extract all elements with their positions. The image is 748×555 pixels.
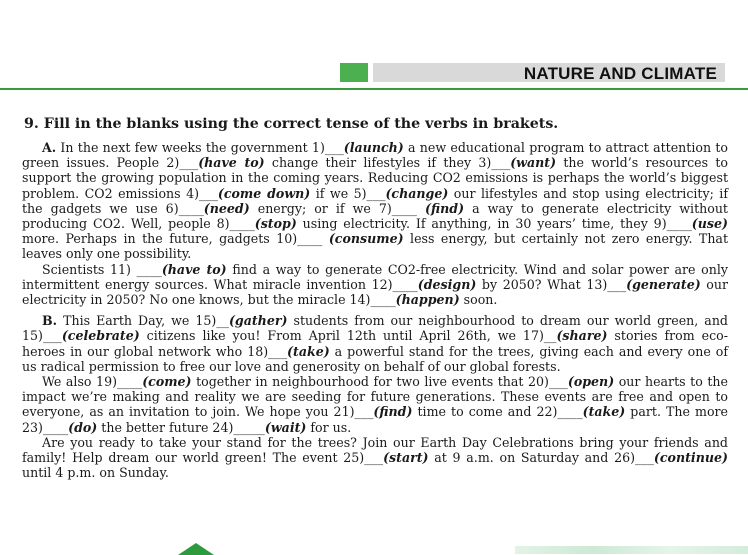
- paragraph-a: [22, 140, 728, 262]
- text: students from our neighbourhood to dream our world green, and 15)___: [22, 313, 728, 344]
- verb-prompt: (start): [383, 450, 429, 466]
- verb-prompt: (celebrate): [61, 328, 140, 344]
- text: for us.: [306, 419, 352, 435]
- text: if we 5)___: [310, 185, 386, 201]
- verb-prompt: (open): [567, 374, 615, 390]
- text: change their lifestyles if they 3)___: [264, 155, 511, 171]
- paragraph-a2: [22, 262, 728, 308]
- text: our lifestyles and stop using electricity; if the gadgets we use 6)____: [22, 185, 728, 216]
- verb-prompt: (design): [417, 276, 477, 292]
- text: soon.: [459, 292, 498, 308]
- paragraph-b3: [22, 435, 728, 481]
- text: time to come and 22)____: [412, 404, 583, 420]
- decorative-strip: [515, 546, 748, 554]
- verb-prompt: (have to): [161, 261, 227, 277]
- text: find a way to generate CO2-free electricity. Wind and solar power are only intermittent energy sources. What miracle invention 12)____: [22, 261, 728, 292]
- verb-prompt: (consume): [328, 231, 404, 247]
- verb-prompt: (use): [691, 216, 728, 232]
- text: part. The more 23)____: [22, 404, 729, 435]
- verb-prompt: (have to): [198, 155, 265, 171]
- verb-prompt: (happen): [395, 292, 460, 308]
- text: a new educational program to attract attention to green issues. People 2)___: [22, 140, 728, 171]
- text: less energy, but certainly not zero energy. That leaves only one possibility.: [22, 231, 729, 262]
- header-accent-block: [340, 63, 368, 82]
- text: This Earth Day, we 15)__: [57, 313, 229, 329]
- paragraph-b2: [22, 374, 728, 435]
- text: energy; or if we 7)____: [249, 200, 425, 216]
- verb-prompt: (wait): [264, 419, 307, 435]
- exercise-title: 9. Fill in the blanks using the correct tense of the verbs in brakets.: [24, 116, 559, 132]
- verb-prompt: (do): [68, 419, 98, 435]
- verb-prompt: (share): [556, 328, 608, 344]
- text: until 4 p.m. on Sunday.: [22, 465, 169, 481]
- paragraph-b: [22, 313, 728, 374]
- verb-prompt: (find): [373, 404, 413, 420]
- text: by 2050? What 13)___: [476, 276, 627, 292]
- verb-prompt: (launch): [343, 140, 404, 155]
- text: In the next few weeks the government 1)___: [56, 140, 344, 155]
- text: citizens like you! From April 12th until April 26th, we 17)__: [139, 328, 557, 344]
- text: at 9 a.m. on Saturday and 26)___: [428, 450, 654, 466]
- verb-prompt: (come): [142, 374, 192, 390]
- decorative-triangle: [178, 543, 214, 555]
- verb-prompt: (come down): [217, 185, 311, 201]
- text: using electricity. If anything, in 30 years’ time, they 9)____: [296, 216, 692, 232]
- verb-prompt: (stop): [254, 216, 297, 232]
- verb-prompt: (want): [510, 155, 557, 171]
- text: Are you ready to take your stand for the trees? Join our Earth Day Celebrations bring your friends and family! Help dream our world green! The event 25)___: [22, 434, 728, 466]
- verb-prompt: (take): [287, 343, 330, 359]
- text: a way to generate electricity without producing CO2. Well, people 8)____: [22, 200, 728, 232]
- verb-prompt: (find): [425, 200, 465, 216]
- text: our hearts to the impact we’re making and reality we are seeding for future generations. These events are free and open to everyone, as an invitation to join. We hope you 21)___: [22, 374, 728, 420]
- text: the world’s resources to support the growing population in the coming years. Reducing CO2 emissions is perhaps the world’s biggest problem. CO2 emissions 4)___: [22, 155, 728, 201]
- text: a powerful stand for the trees, giving each and every one of us radical permission to free our love and generosity on behalf of our global forests.: [22, 343, 728, 374]
- verb-prompt: (change): [385, 185, 449, 201]
- verb-prompt: (continue): [653, 450, 728, 466]
- section-label-a: A.: [42, 140, 57, 155]
- section-title: NATURE AND CLIMATE: [523, 64, 717, 83]
- exercise-text: [22, 140, 728, 480]
- text: together in neighbourhood for two live events that 20)___: [191, 374, 568, 390]
- verb-prompt: (need): [203, 200, 250, 216]
- text: Scientists 11) ____: [42, 261, 162, 277]
- text: our electricity in 2050? No one knows, but the miracle 14)____: [22, 276, 729, 308]
- text: stories from eco-heroes in our global network who 18)___: [22, 328, 728, 359]
- verb-prompt: (take): [582, 404, 626, 420]
- text: We also 19)____: [42, 374, 143, 390]
- verb-prompt: (gather): [228, 313, 288, 329]
- verb-prompt: (generate): [626, 276, 701, 292]
- section-label-b: B.: [42, 313, 58, 329]
- text: more. Perhaps in the future, gadgets 10)____: [22, 231, 329, 247]
- text: the better future 24)_____: [97, 419, 265, 435]
- header-rule: [0, 88, 748, 90]
